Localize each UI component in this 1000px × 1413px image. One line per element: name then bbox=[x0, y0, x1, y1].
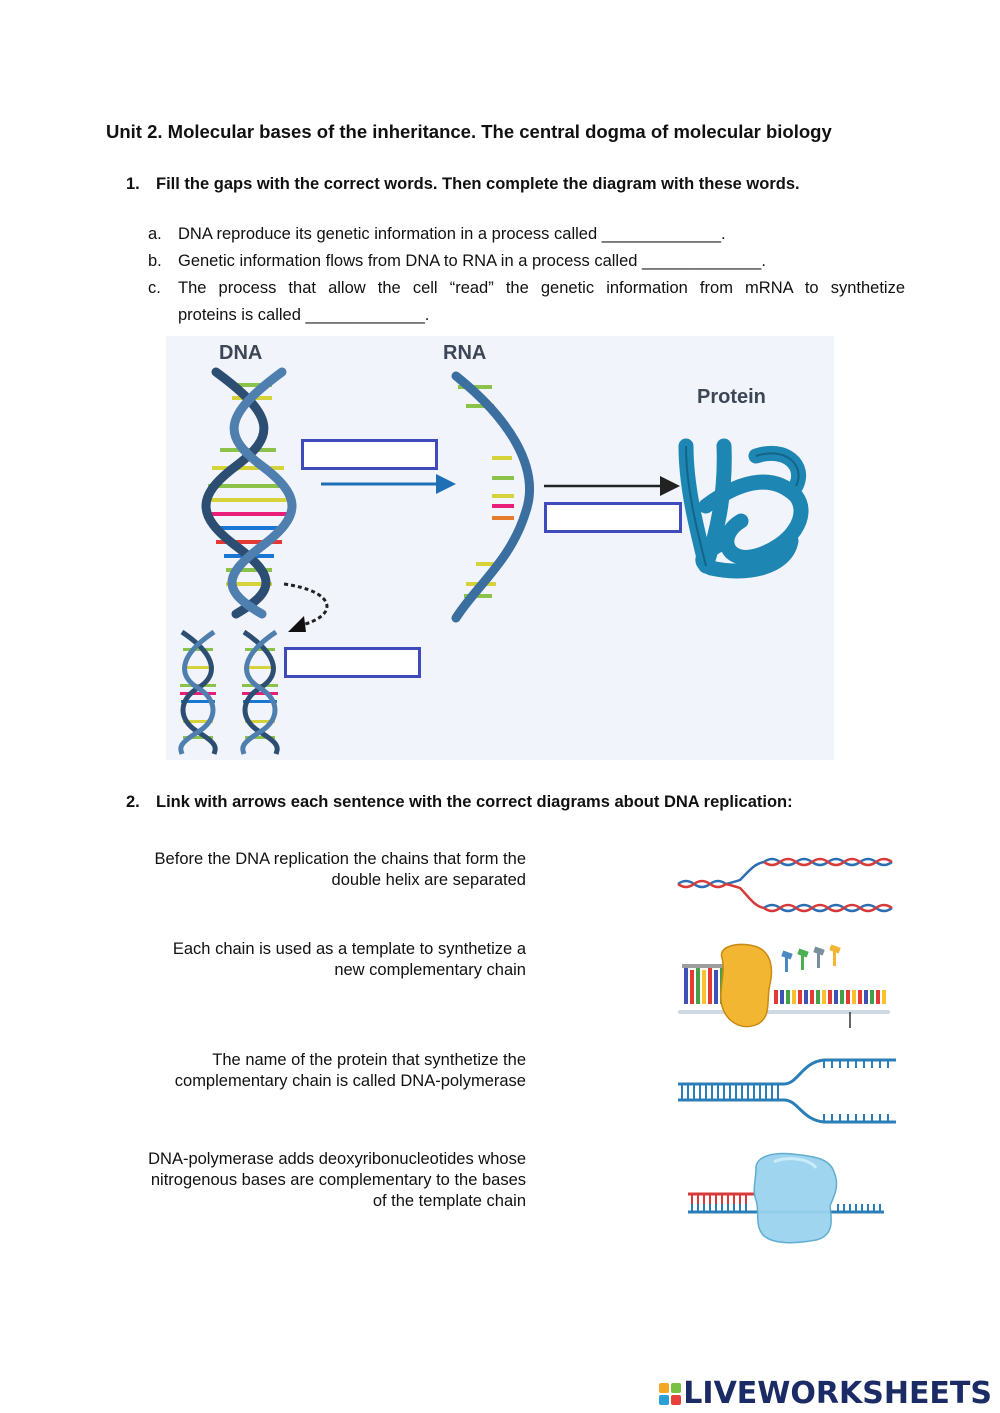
rna-label: RNA bbox=[443, 342, 487, 364]
protein-label: Protein bbox=[697, 386, 766, 408]
question-number: 2. bbox=[126, 793, 140, 811]
question-text: Fill the gaps with the correct words. Then complete the diagram with these words. bbox=[156, 175, 800, 193]
diagram-polymerase-adding[interactable] bbox=[684, 1150, 890, 1246]
item-text: DNA reproduce its genetic information in a process called _____________. bbox=[178, 225, 726, 243]
central-dogma-diagram bbox=[166, 336, 834, 760]
diagram-polymerase-template[interactable] bbox=[674, 940, 894, 1032]
item-text-line2: proteins is called _____________. bbox=[178, 306, 430, 324]
list-item bbox=[148, 275, 908, 331]
sentence-line: Before the DNA replication the chains that form the bbox=[154, 850, 526, 868]
sentence-line: of the template chain bbox=[372, 1192, 526, 1210]
rna-bases bbox=[458, 385, 514, 598]
list-item bbox=[148, 248, 908, 275]
page-title: Unit 2. Molecular bases of the inheritance. The central dogma of molecular biology bbox=[106, 121, 832, 142]
sentence-line: Each chain is used as a template to synthetize a bbox=[172, 940, 526, 958]
question-text: Link with arrows each sentence with the correct diagrams about DNA replication: bbox=[156, 793, 793, 811]
replication-arrow bbox=[284, 584, 327, 626]
liveworksheets-logo-text: LIVEWORKSHEETS bbox=[683, 1376, 992, 1411]
sentence-3[interactable] bbox=[175, 1050, 526, 1092]
sentence-line: The name of the protein that synthetize the bbox=[212, 1051, 526, 1069]
sentence-2[interactable] bbox=[173, 939, 526, 981]
sentence-1[interactable] bbox=[155, 849, 526, 891]
item-text: Genetic information flows from DNA to RNA in a process called _____________. bbox=[178, 252, 766, 270]
transcription-answer-box[interactable] bbox=[301, 439, 438, 470]
item-text-line1: The process that allow the cell “read” the genetic information from mRNA to synthetize bbox=[178, 279, 905, 297]
list-item bbox=[148, 221, 908, 248]
sentence-line: DNA-polymerase adds deoxyribonucleotides whose bbox=[148, 1150, 526, 1168]
item-letter: b. bbox=[148, 252, 162, 270]
daughter-dna-2 bbox=[242, 632, 278, 754]
item-letter: c. bbox=[148, 279, 161, 297]
transcription-arrow-head bbox=[436, 474, 456, 494]
question-1-prompt bbox=[126, 175, 800, 194]
sentence-line: nitrogenous bases are complementary to the bases bbox=[150, 1171, 526, 1189]
sentence-line: new complementary chain bbox=[334, 961, 526, 979]
question-1-items bbox=[148, 221, 908, 331]
translation-arrow-head bbox=[660, 476, 680, 496]
item-letter: a. bbox=[148, 225, 162, 243]
daughter-dna-1 bbox=[180, 632, 216, 754]
sentence-line: double helix are separated bbox=[331, 871, 526, 889]
sentence-line: complementary chain is called DNA-polymerase bbox=[174, 1072, 526, 1090]
liveworksheets-logo bbox=[659, 1376, 992, 1411]
replication-arrow-head bbox=[288, 616, 306, 632]
liveworksheets-logo-icon bbox=[659, 1383, 681, 1405]
replication-answer-box[interactable] bbox=[284, 647, 421, 678]
diagram-strand-separation[interactable] bbox=[672, 850, 900, 920]
sentence-4[interactable] bbox=[148, 1149, 526, 1212]
translation-answer-box[interactable] bbox=[544, 502, 682, 533]
dna-label: DNA bbox=[219, 342, 263, 364]
question-number: 1. bbox=[126, 175, 140, 193]
question-2-prompt bbox=[126, 793, 793, 812]
diagram-replication-fork[interactable] bbox=[674, 1052, 896, 1128]
